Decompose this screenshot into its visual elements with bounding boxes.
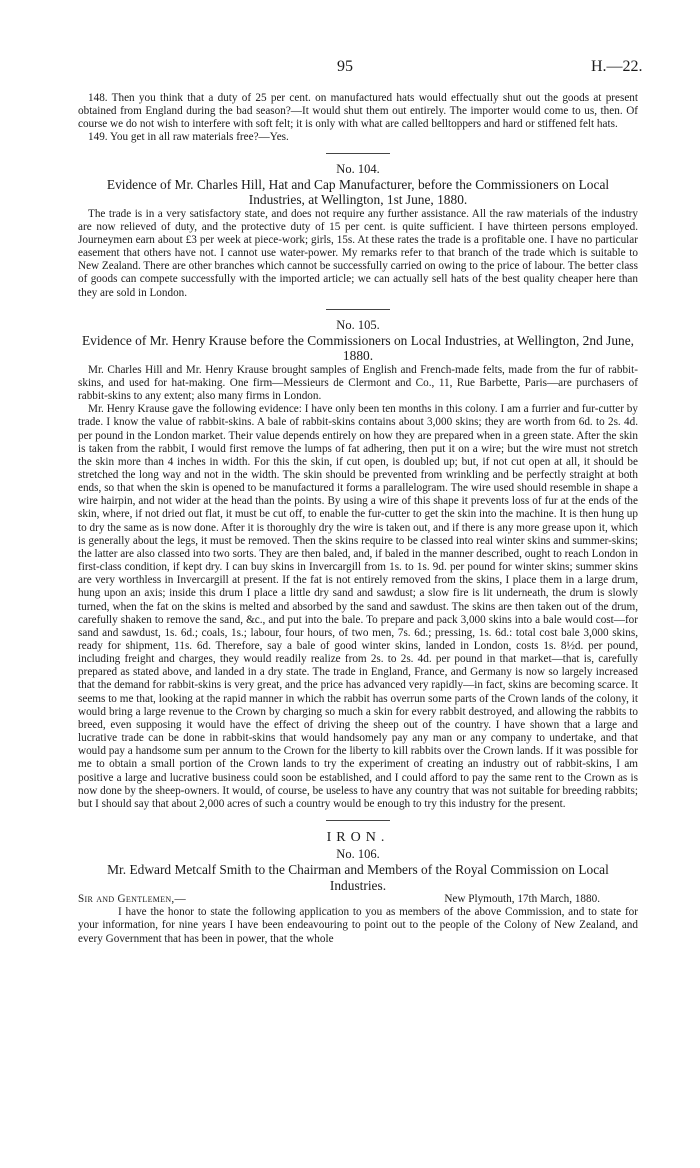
page-number: 95 [337, 58, 353, 75]
no105-body: Mr. Henry Krause gave the following evidence: I have only been ten months in this colony. I am a furrier and fur-cutter by trade. I know the value of rabbit-skins. A bale of rabbit-skins contains about 3,000 skins; they are worth from 6d. to 2s. 4d. per pound in the London market. Their value depends entirely on how they are prepared when in a green state. After the skin is taken from the rabbit, I would first remove the lumps of fat adhering, then put it on a wire; but the wire must not stretch the skin more than 4 inches in width. For this the skin, if cut open, is doubled up; but, if not cut open at all, it should be stretched the long way and not in the width. The skin should be prevented from wrinkling and be perfectly straight at both ends, so that when the skin is opened to be manufactured it forms a parallelogram. The wire used should resemble in shape a wire hairpin, and not wider at the head than the points. By using a wire of this shape it prevents loss of fur at the ends of the skin, where, if not dried out flat, it must be cut off, to enable the fur-cutter to get the skin into the machine. It is then hung up to dry the same as is now done. After it is thoroughly dry the wire is taken out, and if there is any more grease upon it, which is generally about the legs, it must be removed. Then the skins require to be classed into real winter skins and summer-skins; the latter are also classed into two sorts. They are then baled, and, if baled in the manner described, ought to reach London in first-class condition, if kept dry. I can buy skins in Invercargill from 1s. to 1s. 9d. per pound for winter skins; summer skins are very worthless in Invercargill at present. If the fat is not entirely removed from the skins, I place them in a large drum, hung upon an axis; inside this drum I place a little dry sand and sawdust; a slow fire is lit underneath, the drum is slowly turned, when the fat on the skins is melted and absorbed by the sand and sawdust. The skins are then taken out of the drum, carefully shaken to remove the sand, &c., and put into the bale. To prepare and pack 3,000 skins into a bale would cost—for sand and sawdust, 1s. 6d.; coals, 1s.; labour, four hours, of two men, 7s. 6d.; pressing, 1s. 6d.: total cost bale 3,000 skins, ready for shipment, 11s. 6d. Therefore, say a bale of good winter skins, landed in London, costs 1s. 8½d. per pound, including freight and charges, they would readily realize from 2s. to 2s. 4d. per pound in that market—that is, carefully prepared as stated above, and landed in a dry state. The trade in England, France, and Germany is now so largely increased that the demand for rabbit-skins is very great, and the price has advanced very rapidly—in fact, skins are becoming scarce. It seems to me that, looking at the rapid manner in which the rabbit has overrun some parts of the Crown lands of the colony, it would bring a large revenue to the Crown by charging so much a skin for every rabbit destroyed, and allowing the rabbits to breed, even supposing it would have the effect of driving the sheep out of the country. I have shown that a large and lucrative trade can be done in rabbit-skins that would handsomely pay any man or any company to undertake, and that would pay a handsome sum per annum to the Crown for the liberty to kill rabbits over the Crown lands. If it was possible for me to obtain a small portion of the Crown lands to try the experiment of creating an industry out of rabbit-skins, I am positive a large and lucrative business could soon be established, and I could afford to pay the same rent to the Crown as is now done by the sheep-owners. It would, of course, be useless to have any country that was not suitable for breeding rabbits; but I should say that about 2,000 acres of such a country would be enough to try this industry for the present. [78, 403, 638, 810]
no106-number: No. 106. [336, 847, 380, 862]
salutation: Sir and Gentlemen,— [78, 893, 187, 906]
letter-place-date: New Plymouth, 17th March, 1880. [444, 893, 600, 906]
page-header [0, 58, 700, 80]
no106-title: Mr. Edward Metcalf Smith to the Chairman and Members of the Royal Commission on Local Industries. [107, 862, 609, 893]
no104-number: No. 104. [336, 161, 380, 176]
no105-number: No. 105. [336, 317, 380, 332]
no104-body: The trade is in a very satisfactory state, and does not require any further assistance. All the raw materials of the industry are now relieved of duty, and the protective duty of 15 per cent. is quite sufficient. I have thirteen persons employed. Journeymen earn about £3 per week at piece-work; girls, 15s. At these rates the trade is a profitable one. I have no particular easement that others have not. I cannot use water-power. My remarks refer to that branch of the trade which is suitable to New Zealand. There are other branches which cannot be successfully carried on owing to the price of labour. The better class of goods can compete successfully with the imported article; we can actually sell hats of the best quality cheaper here than they are sold in London. [78, 207, 638, 299]
no104-title: Evidence of Mr. Charles Hill, Hat and Cap Manufacturer, before the Commissioners on Local Industries, at Wellington, 1st June, 1880. [106, 176, 610, 208]
no105-intro: Mr. Charles Hill and Mr. Henry Krause brought samples of English and French-made felts, made from the fur of rabbit-skins, and used for hat-making. One firm—Messieurs de Clermont and Co., 11, Rue Barbette, Paris—are purchasers of rabbit-skins to any extent; also many firms in London. [78, 363, 638, 403]
letter-salutation-line [78, 893, 638, 906]
question-149: 149. You get in all raw materials free?—Yes. [88, 131, 289, 144]
no106-body: I have the honor to state the following application to you as members of the above Commission, and to state for your information, for nine years I have been endeavouring to point out to the people of the Colony of New Zealand, and every Government that has been in power, that the whole [78, 906, 638, 945]
document-reference: H.—22. [591, 58, 643, 75]
page-body [78, 92, 638, 946]
iron-heading: IRON. [326, 830, 390, 846]
question-148: 148. Then you think that a duty of 25 per cent. on manufactured hats would effectually shut out the goods at present obtained from England during the bad season?—It would shut them out entirely. The importer would come to us, then. Of course we do not wish to interfere with soft felt; it is only with what are called belltoppers and hard or stiffened felt hats. [78, 92, 638, 131]
no105-title: Evidence of Mr. Henry Krause before the Commissioners on Local Industries, at Wellington, 2nd June, 1880. [81, 332, 635, 364]
